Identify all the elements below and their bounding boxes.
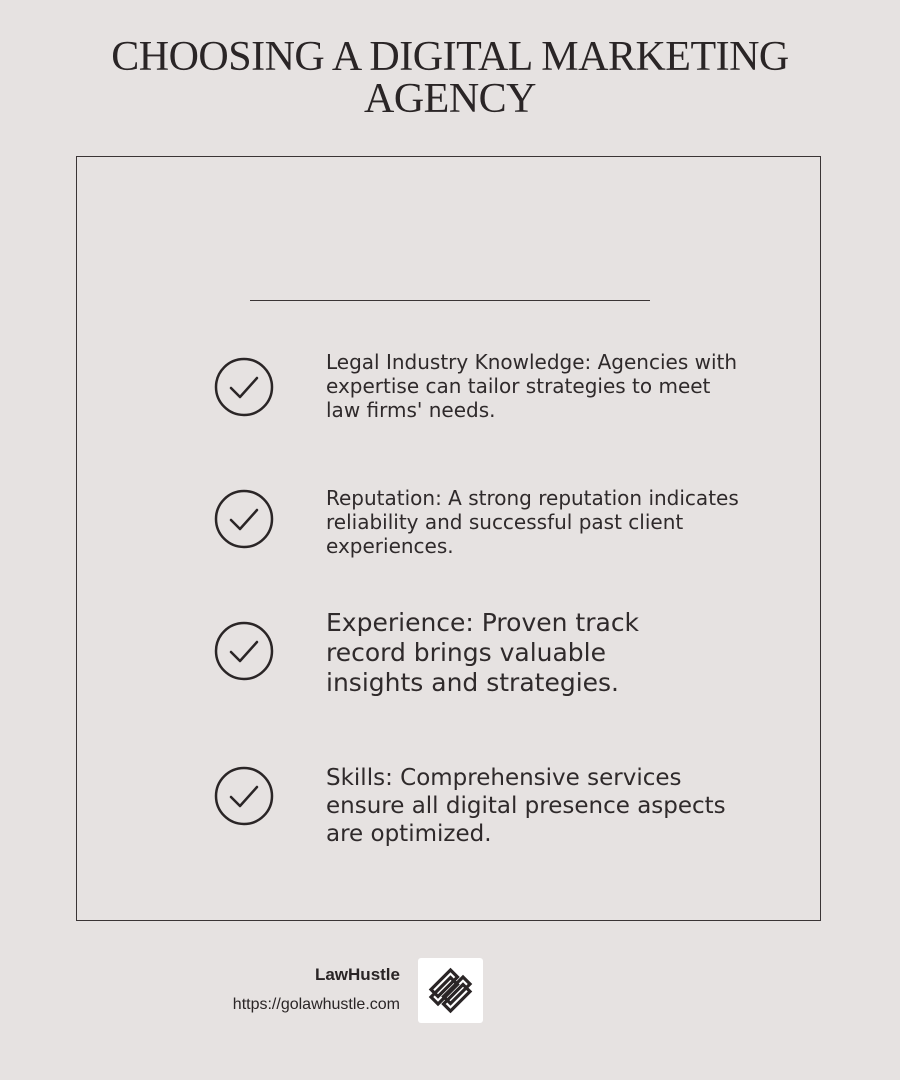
brand-url[interactable]: https://golawhustle.com	[232, 996, 400, 1013]
item-text: Experience: Proven track record brings valuable insights and strategies.	[326, 608, 640, 697]
logo-mark	[423, 963, 478, 1018]
check-circle-icon	[213, 620, 275, 682]
check-circle-icon	[213, 488, 275, 550]
check-circle-icon	[213, 765, 275, 827]
page-title	[80, 36, 820, 120]
title-line-2: AGENCY	[364, 76, 536, 122]
check-circle-icon	[213, 356, 275, 418]
item-text: Skills: Comprehensive services ensure all digital presence aspects are optimized.	[326, 765, 726, 847]
item-text: Legal Industry Knowledge: Agencies with expertise can tailor strategies to meet law firms' needs.	[326, 350, 738, 422]
lawhustle-logo-icon	[418, 958, 483, 1023]
brand-name: LawHustle	[314, 965, 400, 984]
item-text: Reputation: A strong reputation indicates reliability and successful past client experiences.	[326, 486, 739, 558]
divider-line	[250, 300, 650, 301]
title-line-1: CHOOSING A DIGITAL MARKETING	[111, 34, 789, 80]
